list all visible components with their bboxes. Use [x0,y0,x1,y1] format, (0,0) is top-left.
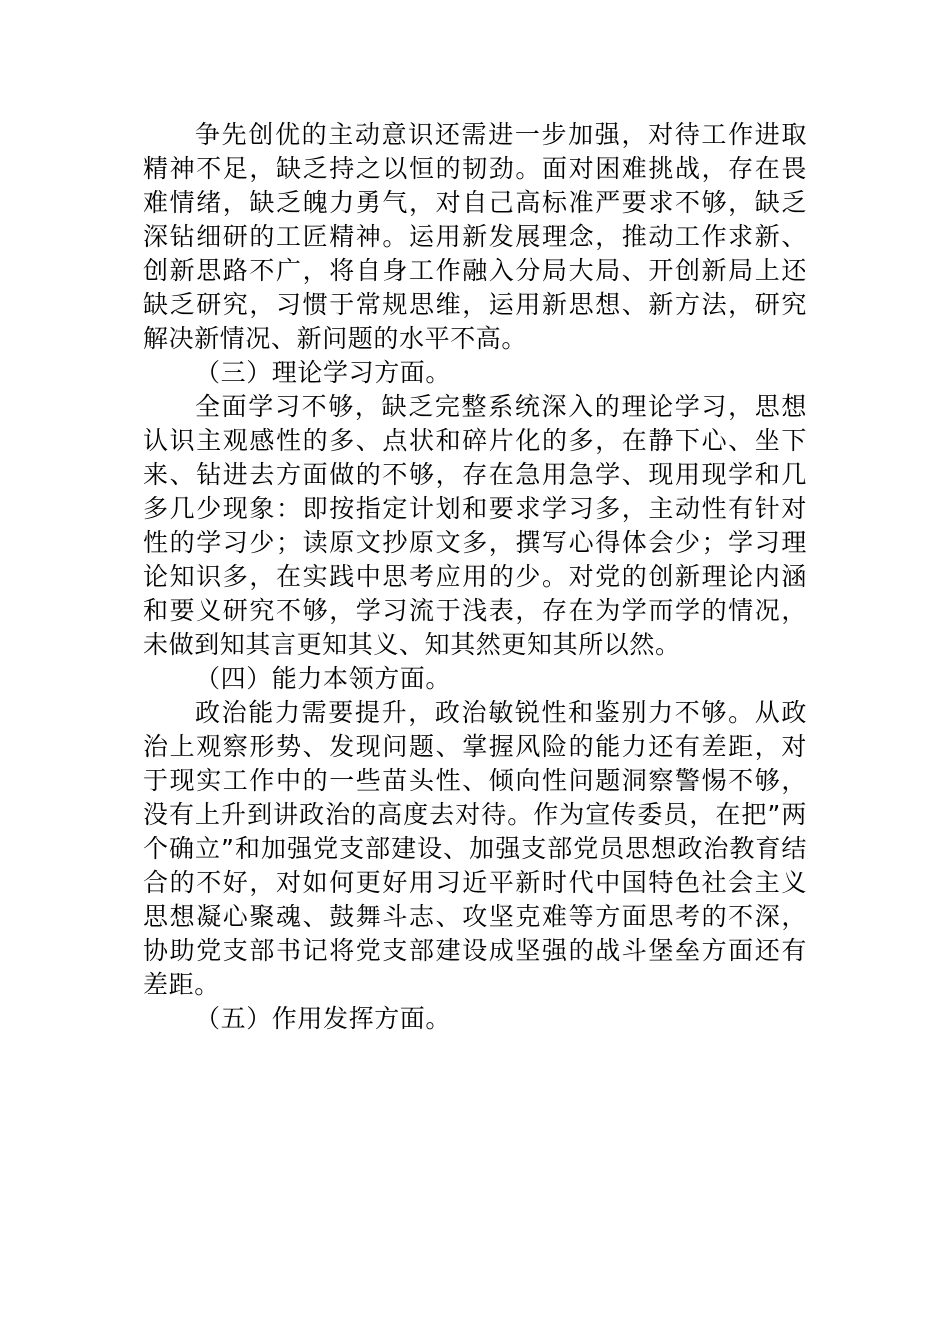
document-page [143,118,807,1036]
paragraph-initiative: 争先创优的主动意识还需进一步加强，对待工作进取精神不足，缺乏持之以恒的韧劲。面对困难挑战，存在畏难情绪，缺乏魄力勇气，对自己高标准严要求不够，缺乏深钻细研的工匠精神。运用新发展理念，推动工作求新、创新思路不广，将自身工作融入分局大局、开创新局上还缺乏研究，习惯于常规思维，运用新思想、新方法，研究解决新情况、新问题的水平不高。 [143,120,807,353]
paragraph-theory-study: 全面学习不够，缺乏完整系统深入的理论学习，思想认识主观感性的多、点状和碎片化的多，在静下心、坐下来、钻进去方面做的不够，存在急用急学、现用现学和几多几少现象：即按指定计划和要求学习多，主动性有针对性的学习少；读原文抄原文多，撰写心得体会少；学习理论知识多，在实践中思考应用的少。对党的创新理论内涵和要义研究不够，学习流于浅表，存在为学而学的情况，未做到知其言更知其义、知其然更知其所以然。 [143,392,807,659]
section-heading-capability: （四）能力本领方面。 [195,664,452,693]
section-heading-theory-study: （三）理论学习方面。 [195,358,452,387]
paragraph-capability: 政治能力需要提升，政治敏锐性和鉴别力不够。从政治上观察形势、发现问题、掌握风险的能力还有差距，对于现实工作中的一些苗头性、倾向性问题洞察警惕不够，没有上升到讲政治的高度去对待。作为宣传委员，在把”两个确立”和加强党支部建设、加强支部党员思想政治教育结合的不好，对如何更好用习近平新时代中国特色社会主义思想凝心聚魂、鼓舞斗志、攻坚克难等方面思考的不深，协助党支部书记将党支部建设成坚强的战斗堡垒方面还有差距。 [143,698,807,999]
section-heading-role: （五）作用发挥方面。 [195,1004,452,1033]
